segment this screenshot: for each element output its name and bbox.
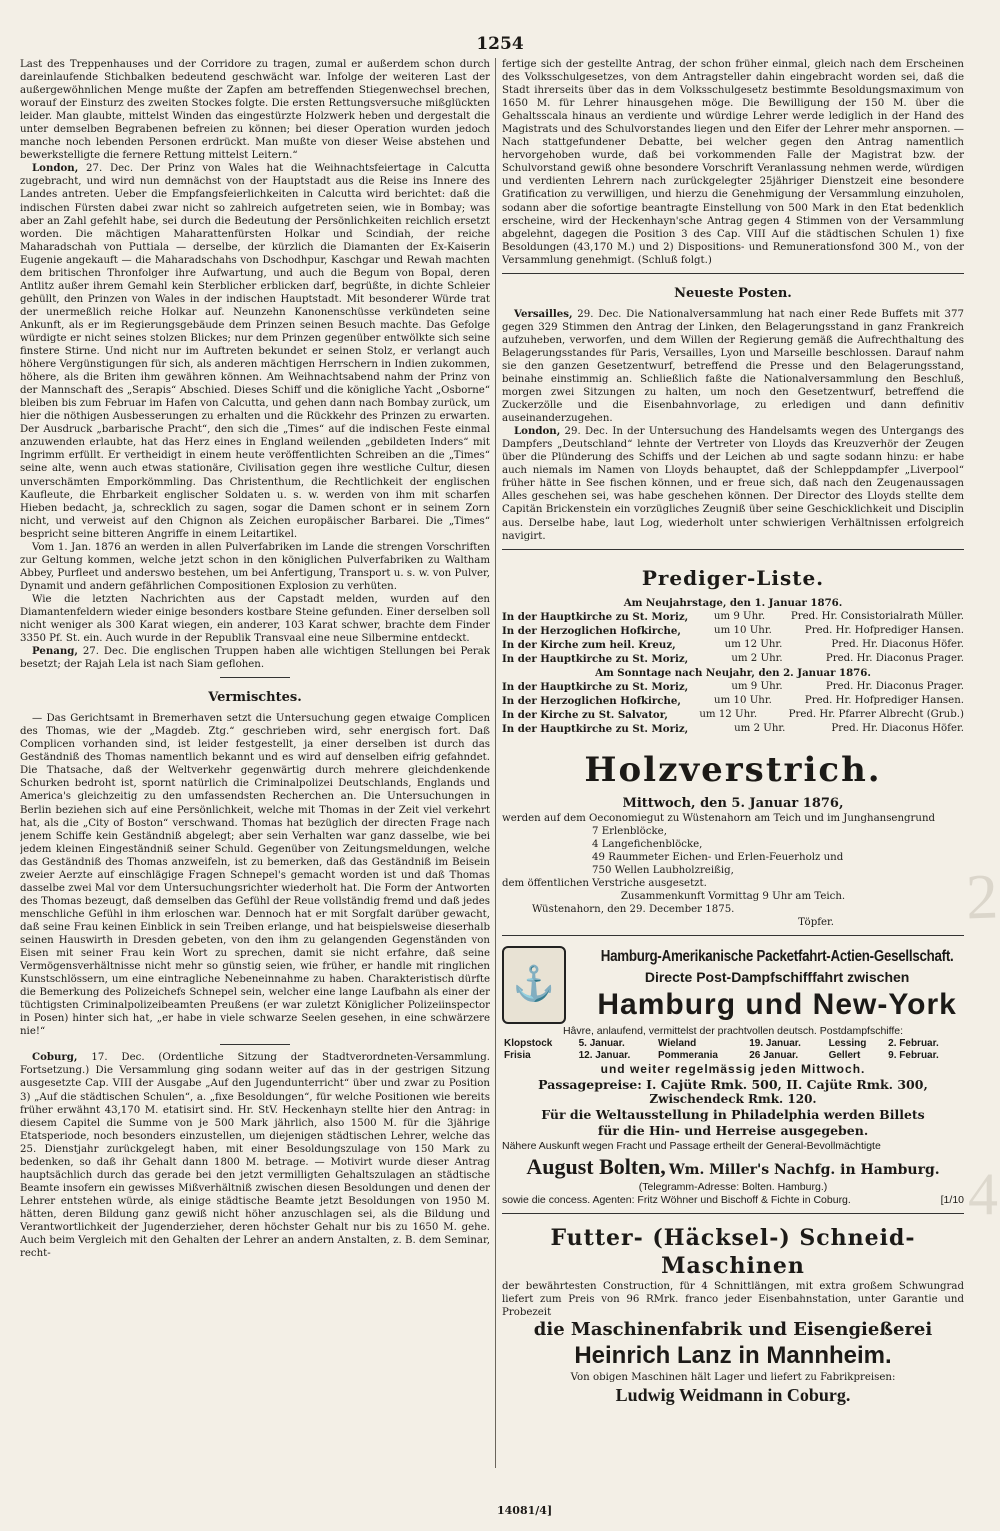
dateline-penang: Penang, <box>32 645 78 658</box>
dateline-london: London, <box>32 162 79 175</box>
sonntag-heading: Am Sonntage nach Neujahr, den 2. Januar 1876. <box>595 666 871 679</box>
sail-date: 12. Januar. <box>578 1049 631 1061</box>
article-versailles <box>502 308 964 425</box>
church-name: In der Kirche zum heil. Kreuz, <box>502 638 676 651</box>
section-rule <box>220 677 290 678</box>
dateline-versailles: Versailles, <box>514 307 573 320</box>
prediger-liste-heading: Prediger-Liste. <box>641 565 825 590</box>
service-time: um 12 Uhr. <box>699 708 758 720</box>
article-london-2 <box>502 425 964 542</box>
ad-rule <box>502 1213 964 1214</box>
preacher: Pred. Hr. Pfarrer Albrecht (Grub.) <box>788 708 964 720</box>
holz-intro: werden auf dem Oeconomiegut zu Wüstenahorn am Teich und im Junghansengrund <box>502 812 936 824</box>
sail-date: 2. Februar. <box>888 1037 939 1049</box>
ship-name: Pommerania <box>657 1049 718 1061</box>
column-divider <box>495 58 496 1468</box>
lanz-stock: Von obigen Maschinen hält Lager und liefert zu Fabrikpreisen: <box>570 1371 896 1383</box>
ad-rule <box>502 935 964 936</box>
lanz-line: die Maschinenfabrik und Eisengießerei <box>533 1318 933 1340</box>
neujahr-schedule <box>502 610 964 666</box>
service-time: um 9 Uhr. <box>731 680 783 692</box>
hapag-philadelphia: Für die Weltausstellung in Philadelphia werden Billets <box>541 1106 925 1122</box>
neujahr-heading: Am Neujahrstage, den 1. Januar 1876. <box>623 596 843 609</box>
london-text: Der Prinz von Wales hat die Weihnachtsfeiertage in Calcutta zugebracht, und wird nun demnächst von der Hauptstadt aus die Reise ins Innere des Landes antreten. Ueber die Empfangsfeierlichkeiten in Calcutta wird berichtet: daß die indischen Fürsten dabei zwar nicht so zahlreich aufgetreten seien, wie in Bombay; was aber an Zahl gefehlt habe, sei durch die Bedeutung der Persönlichkeiten reichlich ersetzt worden. Die mächtigen Maharattenfürsten Holkar und Scindiah, der reiche Maharadschah von Puttiala — derselbe, der kürzlich die Diamanten der Ex-Kaiserin Eugenie angekauft — die Maharadschahs von Dschodhpur, Kaschgar und Rewah machten dem britischen Thronfolger ihre Aufwartung, und auch die Begum von Bopal, deren Antlitz außer ihrem Gemahl kein Sterblicher erblicken darf, begrüßte, in dichte Schleier gehüllt, den Prinzen von Wales in der indischen Hauptstadt. Mit besonderer Würde trat der unermeßlich reiche Holkar auf. Neunzehn Kanonenschüsse verkündeten seine Ankunft, als er im Regierungsgebäude dem Prinzen seinen Besuch machte. Das Gefolge würdigte er nicht seines stolzen Blickes; nur dem Prinzen gegenüber entwölkte sich seine finstere Stirne. Und nicht nur im Auftreten bekundet er seinen Stolz, er verlangt auch höhere Vergünstigungen für sich, als anderen mächtigen Herrschern in Indien zukommen, höhere, als die Briten ihm gewähren können. Am Weihnachtsabend nahm der Prinz von der Mannschaft des „Serapis“ Abschied. Dieses Schiff und die königliche Yacht „Osborne“ bleiben bis zum Februar im Hafen von Calcutta, und gehen dann nach Bombay zurück, um hier die nöthigen Ausbesserungen zu erhalten und die Rückkehr des Prinzen zu erwarten. Der Ausdruck „barbarische Pracht“, den sich die „Times“ auf die indischen Feste einmal anzuwenden erlaubte, hat das Herz eines in England weilenden „gebildeten Inders“ mit Ingrimm erfüllt. Er vertheidigt in einem heute veröffentlichten Schreiben an die „Times“ seine alte, wenn auch etwas stationäre, Civilisation gegen ihre westliche Cultur, diesen unverschämten Emporkömmling. Das Christenthum, die Rechtlichkeit der englischen Kaufleute, die Ehrbarkeit englischer Soldaten u. s. w. werden von ihm mit scharfen Hieben bedacht, ja, schrecklich zu sagen, sogar die Damen schont er in seinem Zorn nicht, und verweist auf den Chignon als Zeichen europäischer Barbarei. Die „Times“ bespricht seine bitteren Angriffe in einem Leitartikel. <box>20 163 490 540</box>
dateline-coburg: Coburg, <box>32 1051 78 1064</box>
hapag-header <box>572 947 964 1023</box>
holz-date: Mittwoch, den 5. Januar 1876, <box>622 795 844 811</box>
church-name: In der Hauptkirche zu St. Moriz, <box>502 680 689 693</box>
hapag-philadelphia-2: für die Hin- und Herreise ausgegeben. <box>597 1122 869 1138</box>
service-time: um 10 Uhr. <box>714 624 772 636</box>
lanz-name: Heinrich Lanz in Mannheim. <box>574 1341 892 1369</box>
page-number: 1254 <box>476 34 524 54</box>
london-2-text: 29. Dec. In der Untersuchung des Handelsamts wegen des Untergangs des Dampfers „Deutschland“ lehnte der Vertreter von Lloyds das Kreuzverhör der Zeugen über die Plünderung des Schiffs und der Leichen ab und sagte sodann hinzu: er habe auch niemals im Namen von Lloyds behauptet, daß der Schleppdampfer „Liverpool“ früher hätte in See fischen können, und er freue sich, daß nach den Zeugenaussagen Alles geschehen sei, was habe geschehen können. Der Director des Lloyds stellte dem Capitän Brickenstein ein vorzügliches Zeugniß über seine Geschicklichkeit und Disciplin aus. Derselbe habe, laut Log, wiederholt unter schwierigen Verhältnissen erfolgreich navigirt. <box>502 426 964 542</box>
ship-name: Klopstock <box>504 1037 553 1049</box>
holz-item: 4 Langefichenblöcke, <box>592 838 703 850</box>
holz-signature: Töpfer. <box>798 916 834 928</box>
preacher: Pred. Hr. Hofprediger Hansen. <box>804 694 964 706</box>
article-bremerhaven: — Das Gerichtsamt in Bremerhaven setzt die Untersuchung gegen etwaige Complicen des Thomas, wie der „Magdeb. Ztg.“ geschrieben wird, sehr energisch fort. Daß Complicen vorhanden sind, ist leider festgestellt, ja einer derselben ist durch das Geständniß des Thomas namentlich bekannt und es wird auf denselben eifrig gefahndet. Die Thatsache, daß der Weltverkehr gegenwärtig durch mehrere gleichdenkende Schurken bedroht ist, spornt natürlich die Criminalpolizei Deutschlands, Englands und America's gleichzeitig zu den umfassendsten Recherchen an. Die Untersuchungen in Berlin beziehen sich auf eine Persönlichkeit, welche mit Thomas in der Zeit viel verkehrt hat, als die „City of Boston“ verschwand. Thomas hat bezüglich der directen Frage nach jenem Schiffe kein Geständniß abgelegt; aber sein Verhalten war ganz dasselbe, wie bei jedem kleinen Eingeständniß seiner Schuld. Gegenüber von Zeitungsmeldungen, welche das Geständniß des Thomas anzweifeln, ist zu bemerken, daß das Geständniß im Beisein zweier Aerzte auf einschlägige Fragen Schnepel's gemacht worden ist und daß Thomas dasselbe zwei Mal vor dem Untersuchungsrichter wiederholt hat. Die Form der Antworten des Thomas bezeugt, daß demselben das Gefühl der Reue vollständig fremd und daß jedes menschliche Gefühl in ihm erloschen war. Dennoch hat er mit Sorgfalt darüber gewacht, daß seine Frau keinen Einblick in sein Treiben erlange, und hat beispielsweise dieserhalb seinen Hauswirth in Dresden gebeten, von den ihm zu gelangenden Gegenständen von Eisen mit seiner Frau kein Wort zu sprechen, damit sie nicht erfahre, daß seine Vermögensverhältnisse nicht mehr so günstig seien, wie früher, er handle mit ringlichen Kunstschlössern, um eine eintragliche Nebeneinnahme zu haben. Charakteristisch dürfte die Bemerkung des Polizeichefs Schnepel sein, welcher eine lange Laufbahn als einer der tüchtigsten Criminalpolizeibeamten Preußens (er war zuletzt Königlicher Polizeiinspector in Posen) hinter sich hat, „er habe in viele schwarze Seelen gesehen, in eine schwärzere nie!“ <box>20 713 490 1038</box>
preacher: Pred. Hr. Consistorialrath Müller. <box>790 610 964 622</box>
vermischtes-heading: Vermischtes. <box>208 690 302 706</box>
preacher: Pred. Hr. Diaconus Prager. <box>825 652 964 664</box>
bolten-firm: Wm. Miller's Nachfg. in Hamburg. <box>668 1161 940 1178</box>
schedule-row <box>502 722 964 736</box>
holz-item: 750 Wellen Laubholzreißig, <box>592 864 734 876</box>
sailing-row <box>502 1050 964 1062</box>
versailles-text: 29. Dec. Die Nationalversammlung hat nach einer Rede Buffets mit 377 gegen 329 Stimmen den Antrag der Linken, den Belagerungsstand in ganz Frankreich aufzuheben, verworfen, und dem Willen der Regierung gemäß die Aufrechthaltung des Belagerungsstandes für Paris, Versailles, Lyon und Marseille beschlossen. Darauf nahm sie den ganzen Gesetzentwurf, betreffend die Presse und den Belagerungsstand, beinahe einstimmig an. Schließlich faßte die Nationalversammlung den Beschluß, morgen zwei Sitzungen zu halten, um noch den Gesetzentwurf, betreffend die Zuckerzölle und die Eisenbahnvorlage, zu erledigen und dann definitiv auseinanderzugehen. <box>502 308 964 425</box>
sonntag-schedule <box>502 680 964 736</box>
dateline-london-2: London, <box>514 425 561 438</box>
church-name: In der Hauptkirche zu St. Moriz, <box>502 652 689 665</box>
sail-date: 26 Januar. <box>749 1049 799 1061</box>
article-powder: Vom 1. Jan. 1876 an werden in allen Pulverfabriken im Lande die strengen Vorschriften zur Geltung kommen, welche jetzt schon in den königlichen Pulverfabriken zu Waltham Abbey, Purfleet und anderswo bestehen, um bei Anfertigung, Transport u. s. w. von Pulver, Dynamit und andern gefährlichen Compositionen Explosion zu verhüten. <box>20 541 490 592</box>
schedule-row <box>502 694 964 708</box>
holz-close: dem öffentlichen Verstriche ausgesetzt. <box>502 877 707 889</box>
holzverstrich-heading: Holzverstrich. <box>584 749 882 790</box>
schedule-row <box>502 624 964 638</box>
coburg-text: 17. Dec. (Ordentliche Sitzung der Stadtverordneten-Versammlung. Fortsetzung.) Die Versammlung ging sodann weiter auf das in der gestrigen Sitzung ausgesetzte Cap. VIII der Ausgabe „Auf den Jugendunterricht“ über und zwar zu Position 3) „Auf die städtischen Schulen“, a. „fixe Besoldungen“, für welche Positionen wie bereits früher erwähnt 43,170 M. etatisirt sind. Hr. StV. Heckenhayn stellte hier den Antrag: in diesem Capitel die Summe von je 500 Mark jährlich, also 1500 M. für die 3jährige Etatsperiode, noch besonders einzustellen, um diejenigen städtischen Lehrer, welche das 25. Dienstjahr zurückgelegt haben, mit einer Besoldungszulage von 150 Mark zu bedenken, so daß ihr Gehalt dann 1800 M. betrage. — Motivirt wurde dieser Antrag hauptsächlich durch das gerade bei den jetzt vermilligten Gehaltszulagen an städtische Beamte insofern ein gewisses Mißverhältniß zwischen diesen Besoldungen und denen der Lehrer entstehen würde, als einige städtische Beamte jetzt Besoldungen von 1950 M. hätten, deren Bildung ganz gewiß nicht höher anzuschlagen sei, als die Bildung und Verantwortlichkeit der Jugenderzieher, deren höchster Gehalt nur bis zu 1650 M. gehe. Auch beim Vergleich mit den Gehalten der Lehrer an andern Anstalten, z. B. dem Seminar, recht- <box>20 1052 490 1260</box>
section-rule <box>502 273 964 274</box>
hapag-subtitle: Directe Post-Dampfschifffahrt zwischen <box>644 968 910 985</box>
service-time: um 2 Uhr. <box>731 652 783 664</box>
holz-item: 7 Erlenblöcke, <box>592 825 667 837</box>
anchor-logo-icon: ⚓ <box>502 946 566 1024</box>
ad-reference-number: 14081/4] <box>497 1504 553 1517</box>
church-name: In der Hauptkirche zu St. Moriz, <box>502 610 689 623</box>
bolten-line <box>502 1153 964 1181</box>
schedule-row <box>502 652 964 666</box>
sailing-row <box>502 1038 964 1050</box>
article-cape: Wie die letzten Nachrichten aus der Capstadt melden, wurden auf den Diamantenfeldern wieder einige besonders kostbare Steine gefunden. Einer derselben soll nicht weniger als 300 Karat wiegen, ein anderer, 103 Karat schwer, brachte dem Finder 3350 Pf. St. ein. Auch wurde in der Republik Transvaal eine neue Silbermine entdeckt. <box>20 593 490 645</box>
holz-items <box>502 825 964 877</box>
margin-pencil-mark: 4 <box>968 1161 998 1227</box>
agents-line <box>502 1194 964 1207</box>
penang-text: 27. Dec. Die englischen Truppen haben alle wichtigen Stellungen bei Perak besetzt; der Rajah Lela ist nach Siam geflohen. <box>20 646 490 671</box>
church-name: In der Kirche zu St. Salvator, <box>502 708 668 721</box>
article-coburg <box>20 1051 490 1260</box>
schedule-row <box>502 708 964 722</box>
church-name: In der Herzoglichen Hofkirche, <box>502 624 681 637</box>
hapag-company: Hamburg-Amerikanische Packetfahrt-Actien-Gesellschaft. <box>600 947 954 965</box>
service-time: um 12 Uhr. <box>724 638 783 650</box>
service-time: um 10 Uhr. <box>714 694 772 706</box>
hapag-havre: Hâvre, anlaufend, vermittelst der prachtvollen deutsch. Postdampfschiffe: <box>562 1024 904 1037</box>
service-time: um 2 Uhr. <box>734 722 786 734</box>
bolten-name: August Bolten, <box>526 1153 666 1179</box>
futter-text: der bewährtesten Construction, für 4 Schnittlängen, mit extra großem Schwungrad liefert zum Preis von 96 RMrk. franco jeder Eisenbahnstation, unter Garantie und Probezeit <box>502 1280 964 1318</box>
church-name: In der Hauptkirche zu St. Moriz, <box>502 722 689 735</box>
hapag-route: Hamburg und New-York <box>597 987 957 1021</box>
hapag-info: Nähere Auskunft wegen Fracht und Passage ertheilt der General-Bevollmächtigte <box>502 1139 881 1152</box>
ship-name: Frisia <box>504 1049 531 1061</box>
right-column <box>502 58 964 1498</box>
bolten-telegram: (Telegramm-Adresse: Bolten. Hamburg.) <box>638 1180 828 1193</box>
futter-heading: Futter- (Häcksel-) Schneid-Maschinen <box>550 1224 916 1279</box>
preacher: Pred. Hr. Diaconus Höfer. <box>831 638 964 650</box>
holz-item: 49 Raummeter Eichen- und Erlen-Feuerholz und <box>592 851 844 863</box>
preacher: Pred. Hr. Diaconus Prager. <box>825 680 964 692</box>
agents-ref: [1/10 <box>940 1193 964 1206</box>
neueste-posten-heading: Neueste Posten. <box>674 285 792 301</box>
holz-meet: Zusammenkunft Vormittag 9 Uhr am Teich. <box>620 890 846 902</box>
holz-place: Wüstenahorn, den 29. December 1875. <box>532 903 735 915</box>
sailing-schedule <box>502 1038 964 1062</box>
service-time: um 9 Uhr. <box>713 610 766 622</box>
schedule-row <box>502 680 964 694</box>
hapag-fares-steerage: Zwischendeck Rmk. 120. <box>649 1091 817 1106</box>
weidmann-name: Ludwig Weidmann in Coburg. <box>615 1385 851 1406</box>
schedule-row <box>502 638 964 652</box>
section-rule <box>220 1044 290 1045</box>
sail-date: 19. Januar. <box>749 1037 801 1049</box>
article-london <box>20 162 490 540</box>
hapag-weekly: und weiter regelmässig jeden Mittwoch. <box>600 1061 866 1076</box>
agents-text: sowie die concess. Agenten: Fritz Wöhner und Bischoff & Fichte in Coburg. <box>502 1193 851 1206</box>
church-name: In der Herzoglichen Hofkirche, <box>502 694 681 707</box>
preacher: Pred. Hr. Diaconus Höfer. <box>831 722 964 734</box>
hapag-fares: Passagepreise: I. Cajüte Rmk. 500, II. Cajüte Rmk. 300, <box>538 1076 928 1092</box>
left-column <box>20 58 490 1498</box>
schedule-row <box>502 610 964 624</box>
hapag-ad <box>502 946 964 1024</box>
sail-date: 9. Februar. <box>888 1049 939 1061</box>
article-building-collapse: Last des Treppenhauses und der Corridore zu tragen, zumal er außerdem schon durch dareinlaufende Stichbalken bedeutend geschwächt war. Infolge der weiteren Last der außergewöhnlichen Menge mußte der Zapfen am betreffenden Stiegenwechsel brechen, worauf der Einsturz des zweiten Stockes folgte. Die ersten Rettungsversuche mißglückten leider. Man glaubte, mittelst Winden das eingestürzte Holzwerk heben und dergestalt die unter demselben Begrabenen befreien zu können; bei dieser Operation wurden jedoch manche noch lebenden Personen erdrückt. Man mußte von dieser Weise abstehen und bewerkstelligte die fernere Rettung mittelst Leitern.“ <box>20 59 490 162</box>
ad-rule <box>502 549 964 550</box>
article-coburg-continued: fertige sich der gestellte Antrag, der schon früher einmal, gleich nach dem Erscheinen des Volksschulgesetzes, von dem Antragsteller dahin eingebracht worden sei, daß die Stadt ihrerseits über das in dem Volksschulgesetz bestimmte Besoldungsmaximum von 1650 M. für Lehrer hinausgehen möge. Die Bewilligung der 150 M. über die Gehaltsscala hinaus an verdiente und würdige Lehrer werde lediglich in der Hand des Magistrats und des Schulvorstandes liegen und den Eifer der Lehrer mehr anspornen. — Nach stattgefundener Debatte, bei welcher gegen den Antrag namentlich hervorgehoben wurde, daß bei vorkommenden Falle der Magistrat bzw. der Schulvorstand gewiß ohne besondere Vorschrift Veranlassung nehmen werde, würdigen und verdienten Lehrern nach zurückgelegter 25jähriger Dienstzeit eine besondere Gratification zu verwilligen, und hierzu die Genehmigung der Versammlung einzuholen, sodann aber die sofortige beantragte Einstellung von 500 Mark in den Etat bedenklich erscheine, wird der Heckenhayn'sche Antrag gegen 4 Stimmen von der Versammlung abgelehnt, dagegen die Position 3 des Cap. VIII Auf die städtischen Schulen 1) fixe Besoldungen (43,170 M.) und 2) Dispositions- und Remunerationsfond 300 M., von der Versammlung genehmigt. (Schluß folgt.) <box>502 59 964 266</box>
margin-pencil-mark: 2 <box>964 860 1000 933</box>
ship-name: Wieland <box>657 1037 697 1049</box>
sail-date: 5. Januar. <box>578 1037 625 1049</box>
date-london: 27. Dec. <box>86 163 134 175</box>
ship-name: Gellert <box>828 1049 861 1061</box>
preacher: Pred. Hr. Hofprediger Hansen. <box>804 624 964 636</box>
ship-name: Lessing <box>828 1037 867 1049</box>
article-penang <box>20 645 490 671</box>
